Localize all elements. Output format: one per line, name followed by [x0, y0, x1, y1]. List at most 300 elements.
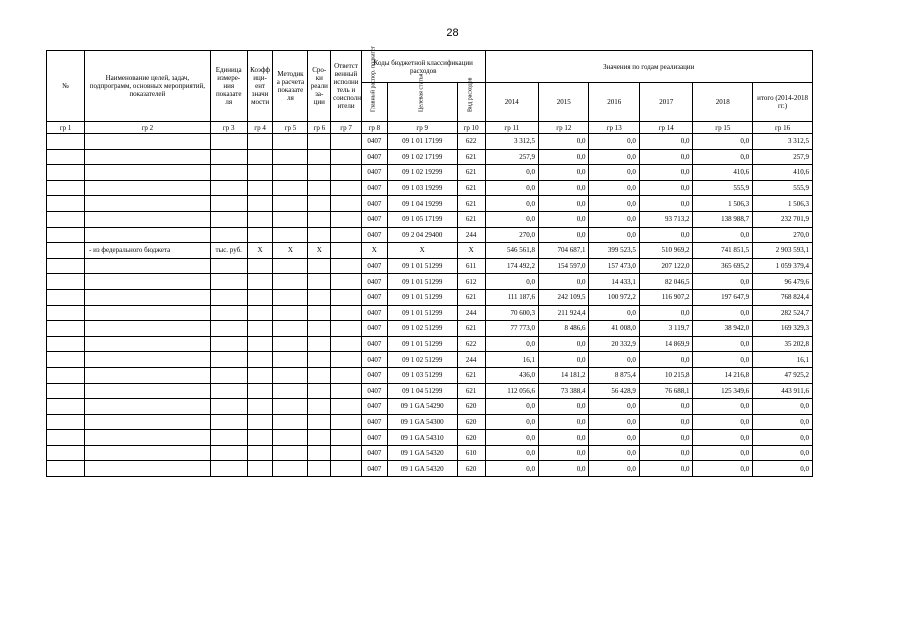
table-cell: 622 — [457, 336, 485, 352]
table-cell: 621 — [457, 149, 485, 165]
table-cell: 125 349,6 — [693, 383, 753, 399]
table-cell — [331, 149, 362, 165]
table-cell: 0,0 — [485, 336, 539, 352]
table-cell — [273, 321, 308, 337]
column-number-cell: гр 4 — [247, 122, 273, 134]
table-cell: тыс. руб. — [210, 243, 247, 259]
table-cell — [331, 461, 362, 477]
table-cell: 09 1 GA 54320 — [387, 445, 457, 461]
table-cell — [210, 211, 247, 227]
table-cell: 546 561,8 — [485, 243, 539, 259]
table-cell: 399 523,5 — [589, 243, 639, 259]
table-cell — [273, 227, 308, 243]
table-row — [47, 211, 813, 227]
header-term: Сро-ки реали за-ции — [308, 51, 331, 122]
header-budget-codes: Коды бюджетной классификации расходов — [361, 51, 485, 83]
table-cell — [308, 305, 331, 321]
table-cell: 0,0 — [485, 445, 539, 461]
table-cell: 157 473,0 — [589, 258, 639, 274]
table-cell: 0407 — [361, 258, 387, 274]
table-cell: 0,0 — [693, 352, 753, 368]
table-cell — [47, 461, 85, 477]
column-number-cell: гр 12 — [539, 122, 589, 134]
table-cell: 0,0 — [589, 227, 639, 243]
table-cell — [247, 134, 273, 150]
table-cell: 09 1 02 51299 — [387, 321, 457, 337]
table-cell — [331, 165, 362, 181]
table-cell: 0,0 — [589, 165, 639, 181]
table-cell: 0,0 — [485, 211, 539, 227]
table-cell: 0407 — [361, 289, 387, 305]
table-cell — [273, 305, 308, 321]
table-cell: 0,0 — [589, 461, 639, 477]
table-cell — [210, 414, 247, 430]
header-year-2017: 2017 — [639, 83, 693, 122]
table-cell: 0,0 — [589, 180, 639, 196]
table-cell: 621 — [457, 165, 485, 181]
table-cell: 09 1 02 17199 — [387, 149, 457, 165]
table-cell — [47, 180, 85, 196]
table-cell: 0,0 — [693, 227, 753, 243]
table-cell — [85, 321, 211, 337]
table-cell: 270,0 — [485, 227, 539, 243]
table-cell — [210, 227, 247, 243]
table-cell — [210, 445, 247, 461]
table-cell: 436,0 — [485, 367, 539, 383]
table-cell — [273, 149, 308, 165]
table-cell: 09 1 04 19299 — [387, 196, 457, 212]
table-cell: 0407 — [361, 227, 387, 243]
table-cell: 0407 — [361, 134, 387, 150]
table-cell: 0407 — [361, 211, 387, 227]
table-body — [47, 134, 813, 477]
table-cell: 0,0 — [589, 399, 639, 415]
header-code-kind — [457, 77, 485, 122]
table-cell: 56 428,9 — [589, 383, 639, 399]
table-cell — [308, 430, 331, 446]
table-cell — [308, 336, 331, 352]
table-cell — [273, 430, 308, 446]
table-cell — [308, 211, 331, 227]
table-cell — [85, 180, 211, 196]
header-code-kind-text: Вид расходов — [467, 77, 474, 112]
table-cell: 09 1 GA 54290 — [387, 399, 457, 415]
table-header — [47, 45, 813, 134]
header-number: № — [47, 51, 85, 122]
table-cell: 3 119,7 — [639, 321, 693, 337]
table-cell — [210, 180, 247, 196]
table-cell — [247, 461, 273, 477]
table-cell — [273, 383, 308, 399]
table-cell: 0,0 — [693, 134, 753, 150]
table-cell: Х — [273, 243, 308, 259]
column-number-cell: гр 5 — [273, 122, 308, 134]
table-row — [47, 258, 813, 274]
table-cell — [308, 414, 331, 430]
table-cell: 73 388,4 — [539, 383, 589, 399]
table-cell: 621 — [457, 211, 485, 227]
header-code-chapter — [361, 45, 387, 122]
table-cell: - из федерального бюджета — [85, 243, 211, 259]
table-cell — [273, 445, 308, 461]
table-cell: 09 1 05 17199 — [387, 211, 457, 227]
table-cell: 232 701,9 — [753, 211, 813, 227]
table-cell: 620 — [457, 430, 485, 446]
table-cell — [85, 258, 211, 274]
table-cell — [331, 211, 362, 227]
table-cell: 0,0 — [639, 445, 693, 461]
table-row — [47, 336, 813, 352]
table-cell — [247, 180, 273, 196]
table-cell: 242 109,5 — [539, 289, 589, 305]
table-cell — [308, 461, 331, 477]
table-cell: 0,0 — [539, 165, 589, 181]
table-cell: 0,0 — [485, 430, 539, 446]
table-cell: 0,0 — [539, 274, 589, 290]
table-cell: 0407 — [361, 305, 387, 321]
table-row — [47, 352, 813, 368]
table-cell — [331, 274, 362, 290]
table-cell — [247, 211, 273, 227]
table-cell: 0,0 — [539, 461, 589, 477]
table-cell — [85, 414, 211, 430]
table-cell: 0407 — [361, 274, 387, 290]
table-cell — [47, 352, 85, 368]
page-number: 28 — [446, 27, 459, 39]
table-cell: 0,0 — [485, 196, 539, 212]
table-cell: 0,0 — [693, 336, 753, 352]
table-cell: 09 1 02 51299 — [387, 352, 457, 368]
table-cell: 0,0 — [639, 134, 693, 150]
table-cell: 0,0 — [539, 430, 589, 446]
table-cell — [247, 321, 273, 337]
header-code-target — [387, 73, 457, 122]
header-values-by-year: Значения по годам реализации — [485, 51, 812, 83]
table-cell: 0,0 — [753, 430, 813, 446]
header-unit: Единица измере-ния показате ля — [210, 51, 247, 122]
table-cell — [85, 227, 211, 243]
table-cell: 0,0 — [693, 445, 753, 461]
table-row — [47, 445, 813, 461]
table-cell: 0407 — [361, 430, 387, 446]
table-row — [47, 134, 813, 150]
column-number-cell: гр 1 — [47, 122, 85, 134]
table-cell: 09 1 01 51299 — [387, 258, 457, 274]
table-cell — [47, 321, 85, 337]
table-cell: 0,0 — [539, 211, 589, 227]
table-cell: 257,9 — [485, 149, 539, 165]
table-cell — [247, 227, 273, 243]
table-row — [47, 180, 813, 196]
table-cell — [247, 258, 273, 274]
table-cell: 0,0 — [693, 430, 753, 446]
column-number-cell: гр 2 — [85, 122, 211, 134]
table-cell: 282 524,7 — [753, 305, 813, 321]
table-cell: 09 1 01 17199 — [387, 134, 457, 150]
table-cell — [331, 399, 362, 415]
table-cell — [210, 165, 247, 181]
table-cell: 621 — [457, 180, 485, 196]
table-cell — [210, 367, 247, 383]
table-cell: 14 181,2 — [539, 367, 589, 383]
table-cell: 0,0 — [589, 211, 639, 227]
table-row — [47, 461, 813, 477]
table-cell — [85, 165, 211, 181]
table-cell — [210, 336, 247, 352]
header-year-2018: 2018 — [693, 83, 753, 122]
table-cell: 0,0 — [639, 399, 693, 415]
table-cell — [47, 383, 85, 399]
table-cell: 0407 — [361, 149, 387, 165]
table-cell: 1 059 379,4 — [753, 258, 813, 274]
table-cell: 0,0 — [753, 414, 813, 430]
table-cell: 621 — [457, 196, 485, 212]
table-cell — [47, 305, 85, 321]
table-cell: 0,0 — [639, 227, 693, 243]
table-cell: Х — [361, 243, 387, 259]
table-cell: 0407 — [361, 352, 387, 368]
table-cell: 0407 — [361, 383, 387, 399]
table-cell — [210, 196, 247, 212]
table-cell: 77 773,0 — [485, 321, 539, 337]
table-cell — [85, 430, 211, 446]
table-cell: 0407 — [361, 336, 387, 352]
table-cell — [210, 134, 247, 150]
table-cell: Х — [308, 243, 331, 259]
table-cell: 47 925,2 — [753, 367, 813, 383]
table-cell — [47, 227, 85, 243]
table-cell: 741 851,5 — [693, 243, 753, 259]
table-cell — [210, 274, 247, 290]
table-cell: 09 1 04 51299 — [387, 383, 457, 399]
table-cell — [47, 289, 85, 305]
table-cell — [273, 414, 308, 430]
table-cell: 555,9 — [693, 180, 753, 196]
column-number-cell: гр 8 — [361, 122, 387, 134]
table-cell: 0,0 — [693, 274, 753, 290]
table-cell: Х — [457, 243, 485, 259]
table-cell — [331, 352, 362, 368]
table-cell: 38 942,0 — [693, 321, 753, 337]
table-cell: 116 907,2 — [639, 289, 693, 305]
table-cell: 0407 — [361, 461, 387, 477]
header-year-2016: 2016 — [589, 83, 639, 122]
table-cell — [210, 430, 247, 446]
table-cell: 76 688,1 — [639, 383, 693, 399]
table-cell — [308, 274, 331, 290]
table-cell: 0407 — [361, 367, 387, 383]
table-cell: 555,9 — [753, 180, 813, 196]
table-cell — [85, 196, 211, 212]
table-cell: 70 600,3 — [485, 305, 539, 321]
table-cell — [273, 258, 308, 274]
table-cell: 174 492,2 — [485, 258, 539, 274]
table-cell — [247, 196, 273, 212]
table-cell: 0,0 — [639, 461, 693, 477]
table-cell: 0,0 — [589, 414, 639, 430]
table-cell — [308, 134, 331, 150]
table-cell — [85, 399, 211, 415]
table-row — [47, 165, 813, 181]
table-cell — [308, 321, 331, 337]
table-cell — [85, 305, 211, 321]
table-cell — [273, 274, 308, 290]
table-cell: 0,0 — [539, 134, 589, 150]
table-cell — [273, 399, 308, 415]
table-cell: 0,0 — [639, 352, 693, 368]
table-cell — [308, 445, 331, 461]
table-cell: 0,0 — [589, 305, 639, 321]
table-cell: 0,0 — [539, 180, 589, 196]
table-cell — [331, 445, 362, 461]
table-cell: 0,0 — [485, 180, 539, 196]
table-cell: 0,0 — [693, 461, 753, 477]
column-number-cell: гр 7 — [331, 122, 362, 134]
table-cell — [331, 414, 362, 430]
table-cell — [308, 258, 331, 274]
table-cell — [85, 336, 211, 352]
table-cell: 244 — [457, 227, 485, 243]
table-row — [47, 367, 813, 383]
header-year-2014: 2014 — [485, 83, 539, 122]
table-cell — [247, 430, 273, 446]
table-cell: 2 903 593,1 — [753, 243, 813, 259]
table-cell — [273, 134, 308, 150]
table-cell — [47, 336, 85, 352]
table-cell — [273, 211, 308, 227]
table-cell — [331, 196, 362, 212]
table-cell — [247, 383, 273, 399]
table-cell — [210, 289, 247, 305]
table-cell — [331, 430, 362, 446]
table-cell: 10 215,8 — [639, 367, 693, 383]
table-cell: 14 433,1 — [589, 274, 639, 290]
table-cell — [273, 367, 308, 383]
table-cell: 612 — [457, 274, 485, 290]
table-cell: 169 329,3 — [753, 321, 813, 337]
table-cell — [331, 134, 362, 150]
table-cell: 1 506,3 — [693, 196, 753, 212]
table-cell: 111 187,6 — [485, 289, 539, 305]
table-cell — [273, 289, 308, 305]
table-cell: 0,0 — [539, 196, 589, 212]
table-cell — [308, 149, 331, 165]
table-cell: 14 869,9 — [639, 336, 693, 352]
table-cell — [273, 352, 308, 368]
table-cell: 620 — [457, 414, 485, 430]
column-number-cell: гр 6 — [308, 122, 331, 134]
table-cell — [331, 243, 362, 259]
table-cell: 768 824,4 — [753, 289, 813, 305]
table-cell — [273, 180, 308, 196]
table-cell — [85, 274, 211, 290]
table-cell: 09 1 02 19299 — [387, 165, 457, 181]
table-cell: 270,0 — [753, 227, 813, 243]
column-number-cell: гр 3 — [210, 122, 247, 134]
table-cell — [308, 399, 331, 415]
table-cell: 09 2 04 29400 — [387, 227, 457, 243]
header-coefficient: Коэфф ици-ент значи мости — [247, 51, 273, 122]
table-cell: 0,0 — [539, 445, 589, 461]
table-cell — [308, 196, 331, 212]
table-cell: 0,0 — [639, 414, 693, 430]
table-cell: 0,0 — [485, 165, 539, 181]
table-cell — [85, 211, 211, 227]
table-cell: 0,0 — [693, 399, 753, 415]
table-row — [47, 383, 813, 399]
table-cell: 620 — [457, 461, 485, 477]
table-cell — [308, 227, 331, 243]
table-cell — [47, 414, 85, 430]
table-cell — [331, 305, 362, 321]
table-cell: 244 — [457, 352, 485, 368]
table-cell: 621 — [457, 367, 485, 383]
table-cell: 257,9 — [753, 149, 813, 165]
table-cell: 620 — [457, 399, 485, 415]
header-code-target-text: Целевая статья — [418, 73, 425, 112]
table-cell: 0,0 — [589, 352, 639, 368]
table-cell — [85, 134, 211, 150]
table-cell — [247, 274, 273, 290]
table-row — [47, 289, 813, 305]
table-cell — [47, 149, 85, 165]
table-cell: 0,0 — [693, 414, 753, 430]
table-cell — [210, 383, 247, 399]
table-cell — [85, 352, 211, 368]
header-method: Методик а расчета показате ля — [273, 51, 308, 122]
table-cell — [85, 445, 211, 461]
table-cell: 207 122,0 — [639, 258, 693, 274]
table-cell: 0,0 — [693, 149, 753, 165]
table-cell — [247, 367, 273, 383]
table-row — [47, 321, 813, 337]
table-cell: 09 1 GA 54300 — [387, 414, 457, 430]
table-cell — [47, 445, 85, 461]
table-cell: 0,0 — [589, 134, 639, 150]
column-number-cell: гр 10 — [457, 122, 485, 134]
table-cell — [47, 274, 85, 290]
table-cell — [247, 289, 273, 305]
table-cell: 112 056,6 — [485, 383, 539, 399]
table-cell: 0,0 — [539, 352, 589, 368]
table-row — [47, 149, 813, 165]
table-cell — [308, 352, 331, 368]
table-cell — [247, 445, 273, 461]
table-cell: 611 — [457, 258, 485, 274]
table-cell: 09 1 01 51299 — [387, 305, 457, 321]
table-cell: 8 486,6 — [539, 321, 589, 337]
table-cell — [210, 149, 247, 165]
table-cell: 0,0 — [639, 165, 693, 181]
table-cell: 16,1 — [485, 352, 539, 368]
table-cell: 93 713,2 — [639, 211, 693, 227]
table-cell: 0,0 — [693, 305, 753, 321]
table-cell — [308, 165, 331, 181]
table-cell: 0,0 — [485, 414, 539, 430]
table-cell — [308, 383, 331, 399]
table-cell — [247, 149, 273, 165]
table-cell: 09 1 01 51299 — [387, 336, 457, 352]
column-number-cell: гр 14 — [639, 122, 693, 134]
table-cell — [85, 149, 211, 165]
table-row — [47, 274, 813, 290]
table-row — [47, 430, 813, 446]
table-cell: 443 911,6 — [753, 383, 813, 399]
table-cell: 197 647,9 — [693, 289, 753, 305]
table-cell: 0,0 — [539, 227, 589, 243]
table-cell — [47, 165, 85, 181]
table-cell: 100 972,2 — [589, 289, 639, 305]
